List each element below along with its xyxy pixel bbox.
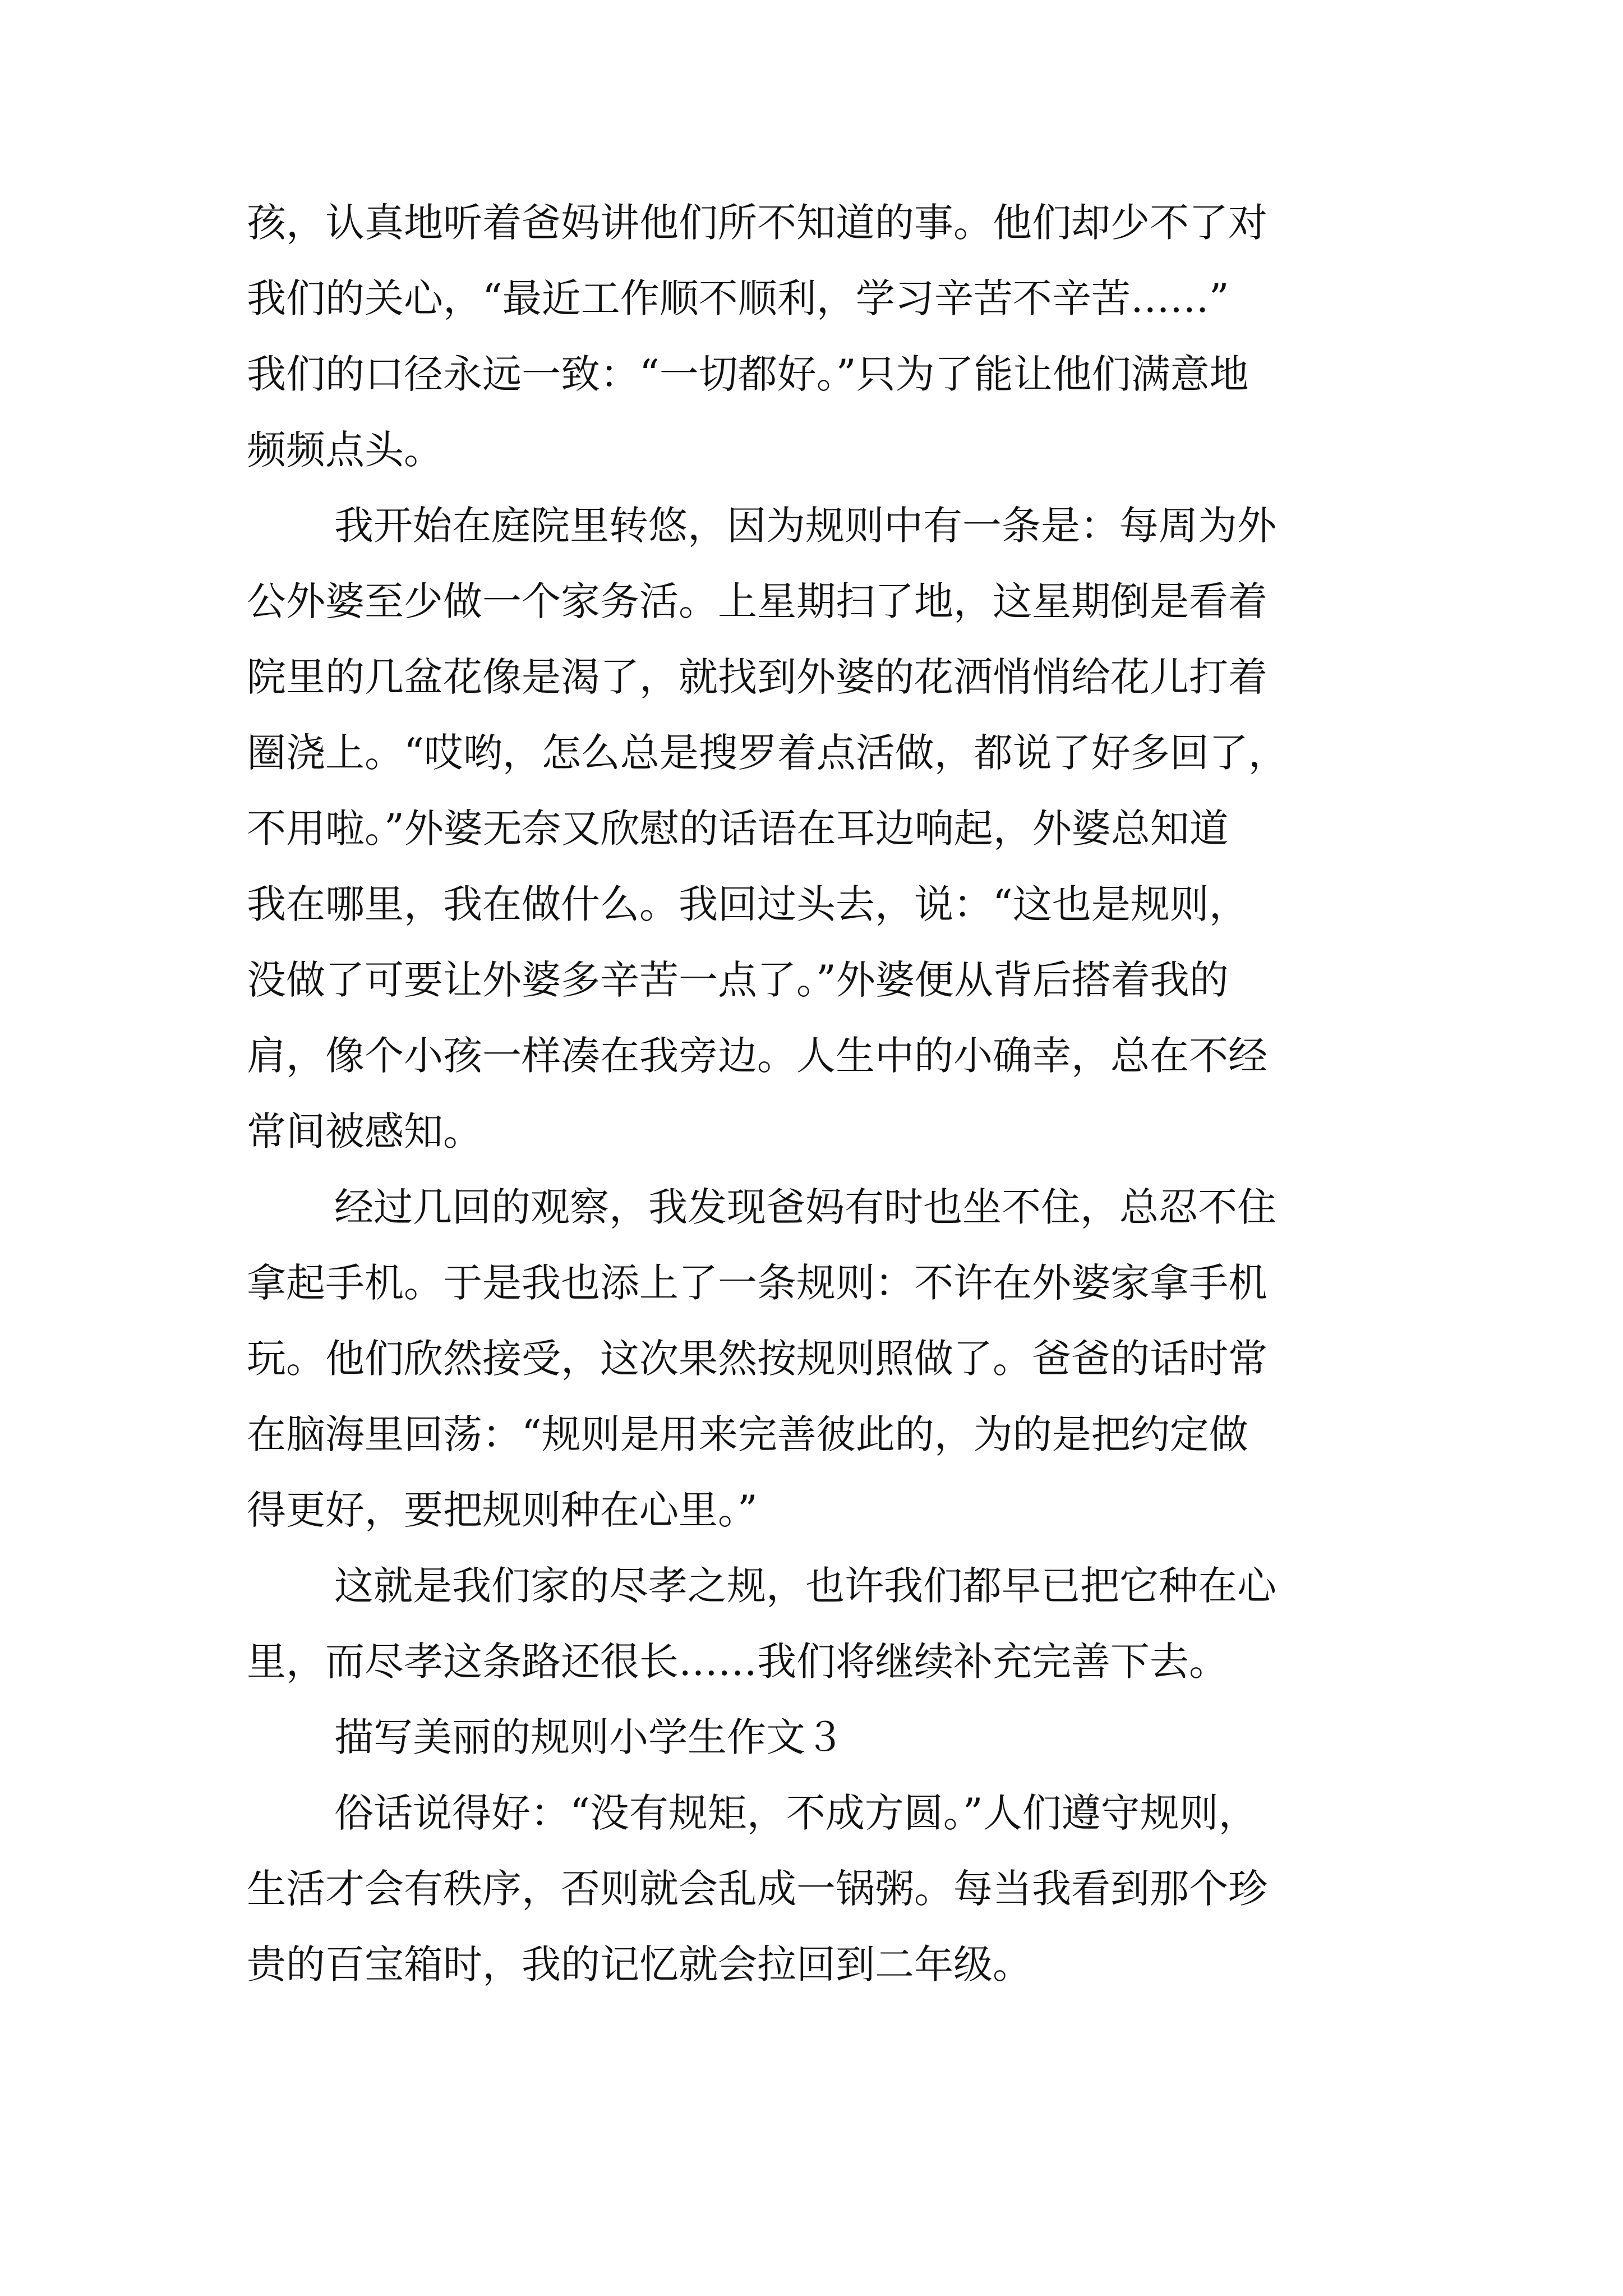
text-line: 我开始在庭院里转悠，因为规则中有一条是：每周为外 <box>334 503 1276 549</box>
text-line: 玩。他们欣然接受，这次果然按规则照做了。爸爸的话时常 <box>247 1336 1267 1382</box>
text-line: 俗话说得好：“没有规矩，不成方圆。”人们遵守规则， <box>334 1790 1258 1836</box>
text-line: 拿起手机。于是我也添上了一条规则：不许在外婆家拿手机 <box>247 1260 1267 1306</box>
paragraph <box>247 1548 1413 1700</box>
text-line: 频频点头。 <box>247 427 443 473</box>
paragraph-continuation <box>247 185 1413 488</box>
text-line: 这就是我们家的尽孝之规，也许我们都早已把它种在心 <box>334 1563 1276 1609</box>
text-line: 不用啦。”外婆无奈又欣慰的话语在耳边响起，外婆总知道 <box>247 806 1229 852</box>
document-body <box>247 185 1413 2003</box>
text-line: 里，而尽孝这条路还很长……我们将继续补充完善下去。 <box>247 1639 1228 1685</box>
paragraph <box>247 1775 1413 2003</box>
heading-text: 描写美丽的规则小学生作文３ <box>334 1714 845 1760</box>
text-line: 生活才会有秩序，否则就会乱成一锅粥。每当我看到那个珍 <box>247 1866 1267 1912</box>
paragraph <box>247 488 1413 1170</box>
text-line: 没做了可要让外婆多辛苦一点了。”外婆便从背后搭着我的 <box>247 957 1229 1003</box>
paragraph <box>247 1170 1413 1548</box>
text-line: 圈浇上。“哎哟，怎么总是搜罗着点活做，都说了好多回了， <box>247 730 1288 776</box>
section-heading <box>247 1700 1413 1775</box>
text-line: 孩，认真地听着爸妈讲他们所不知道的事。他们却少不了对 <box>247 200 1267 246</box>
text-line: 在脑海里回荡：“规则是用来完善彼此的，为的是把约定做 <box>247 1411 1248 1457</box>
text-line: 常间被感知。 <box>247 1108 482 1154</box>
text-line: 我在哪里，我在做什么。我回过头去，说：“这也是规则， <box>247 881 1248 927</box>
text-line: 肩，像个小孩一样凑在我旁边。人生中的小确幸，总在不经 <box>247 1033 1267 1079</box>
text-line: 我们的关心，“最近工作顺不顺利，学习辛苦不辛苦……” <box>247 275 1229 321</box>
text-line: 我们的口径永远一致：“一切都好。”只为了能让他们满意地 <box>247 351 1249 397</box>
text-line: 得更好，要把规则种在心里。” <box>247 1487 758 1533</box>
text-line: 院里的几盆花像是渴了，就找到外婆的花洒悄悄给花儿打着 <box>247 654 1267 700</box>
text-line: 经过几回的观察，我发现爸妈有时也坐不住，总忍不住 <box>334 1184 1276 1230</box>
text-line: 公外婆至少做一个家务活。上星期扫了地，这星期倒是看着 <box>247 578 1267 624</box>
text-line: 贵的百宝箱时，我的记忆就会拉回到二年级。 <box>247 1941 1032 1987</box>
